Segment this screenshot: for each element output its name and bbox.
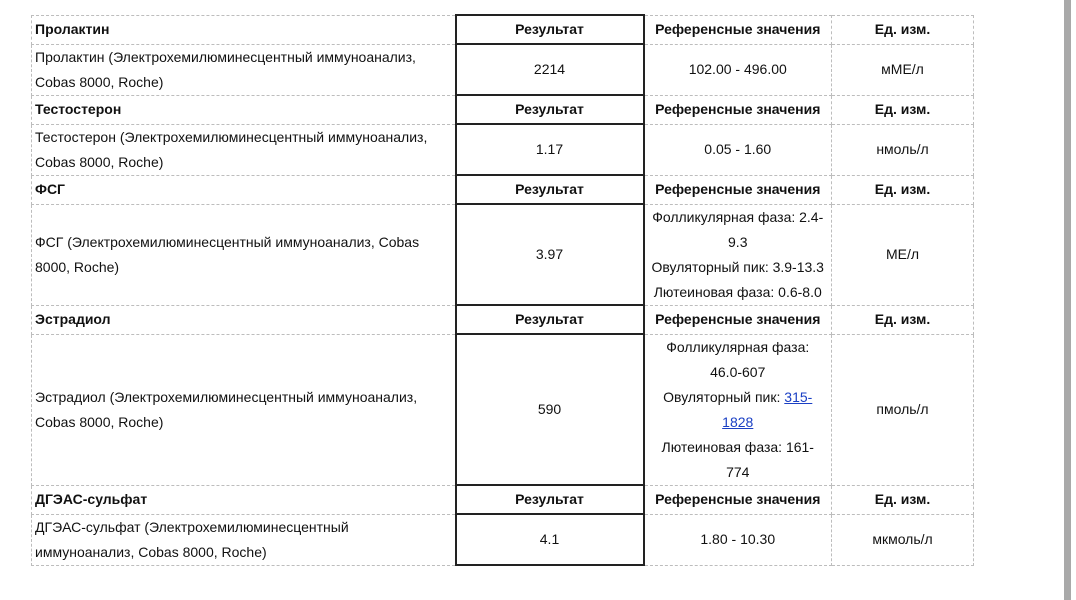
test-name: Эстрадиол (Электрохемилюминесцентный иммуноанализ, Cobas 8000, Roche) [32, 334, 456, 485]
section-header-dheas [32, 485, 974, 514]
section-title: Эстрадиол [32, 305, 456, 334]
unit: пмоль/л [832, 334, 974, 485]
vertical-scrollbar[interactable] [1062, 0, 1076, 600]
table-row [32, 514, 974, 565]
reference-luteal: Лютеиновая фаза: 0.6-8.0 [653, 283, 822, 300]
reference-range [644, 204, 832, 305]
result-header: Результат [456, 95, 644, 124]
reference-follicular: Фолликулярная фаза: 2.4-9.3 [652, 208, 824, 250]
table-row [32, 334, 974, 485]
section-header-estradiol [32, 305, 974, 334]
result-value: 1.17 [456, 124, 644, 175]
unit-header: Ед. изм. [832, 95, 974, 124]
lab-results-table [31, 14, 974, 566]
unit-header: Ед. изм. [832, 485, 974, 514]
table-row [32, 124, 974, 175]
reference-range: 102.00 - 496.00 [644, 44, 832, 95]
reference-ovulatory: Овуляторный пик: 3.9-13.3 [651, 258, 824, 275]
table-row [32, 204, 974, 305]
section-header-fsh [32, 175, 974, 204]
reference-header: Референсные значения [644, 305, 832, 334]
result-value: 590 [456, 334, 644, 485]
section-header-prolactin [32, 15, 974, 44]
result-value: 3.97 [456, 204, 644, 305]
result-header: Результат [456, 305, 644, 334]
test-name: Тестостерон (Электрохемилюминесцентный иммуноанализ, Cobas 8000, Roche) [32, 124, 456, 175]
reference-range: 0.05 - 1.60 [644, 124, 832, 175]
reference-ovulatory [659, 385, 818, 435]
result-header: Результат [456, 15, 644, 44]
reference-header: Референсные значения [644, 175, 832, 204]
reference-ovulatory-label: Овуляторный пик: [663, 388, 785, 405]
result-header: Результат [456, 485, 644, 514]
reference-follicular: Фолликулярная фаза: 46.0-607 [666, 338, 810, 380]
unit-header: Ед. изм. [832, 15, 974, 44]
reference-range [644, 334, 832, 485]
unit: мМЕ/л [832, 44, 974, 95]
test-name: ДГЭАС-сульфат (Электрохемилюминесцентный иммуноанализ, Cobas 8000, Roche) [32, 514, 456, 565]
result-value: 4.1 [456, 514, 644, 565]
unit: нмоль/л [832, 124, 974, 175]
unit: МЕ/л [832, 204, 974, 305]
section-title: Тестостерон [32, 95, 456, 124]
test-name: ФСГ (Электрохемилюминесцентный иммуноанализ, Cobas 8000, Roche) [32, 204, 456, 305]
section-title: ДГЭАС-сульфат [32, 485, 456, 514]
unit: мкмоль/л [832, 514, 974, 565]
section-title: Пролактин [32, 15, 456, 44]
reference-header: Референсные значения [644, 15, 832, 44]
table-row [32, 44, 974, 95]
reference-luteal: Лютеиновая фаза: 161-774 [661, 438, 814, 480]
result-value: 2214 [456, 44, 644, 95]
reference-range: 1.80 - 10.30 [644, 514, 832, 565]
result-header: Результат [456, 175, 644, 204]
test-name: Пролактин (Электрохемилюминесцентный иммуноанализ, Cobas 8000, Roche) [32, 44, 456, 95]
reference-ovulatory-link[interactable]: 315-1828 [722, 388, 813, 430]
section-title: ФСГ [32, 175, 456, 204]
reference-header: Референсные значения [644, 485, 832, 514]
unit-header: Ед. изм. [832, 305, 974, 334]
section-header-testosterone [32, 95, 974, 124]
reference-header: Референсные значения [644, 95, 832, 124]
unit-header: Ед. изм. [832, 175, 974, 204]
scrollbar-thumb[interactable] [1064, 0, 1071, 600]
